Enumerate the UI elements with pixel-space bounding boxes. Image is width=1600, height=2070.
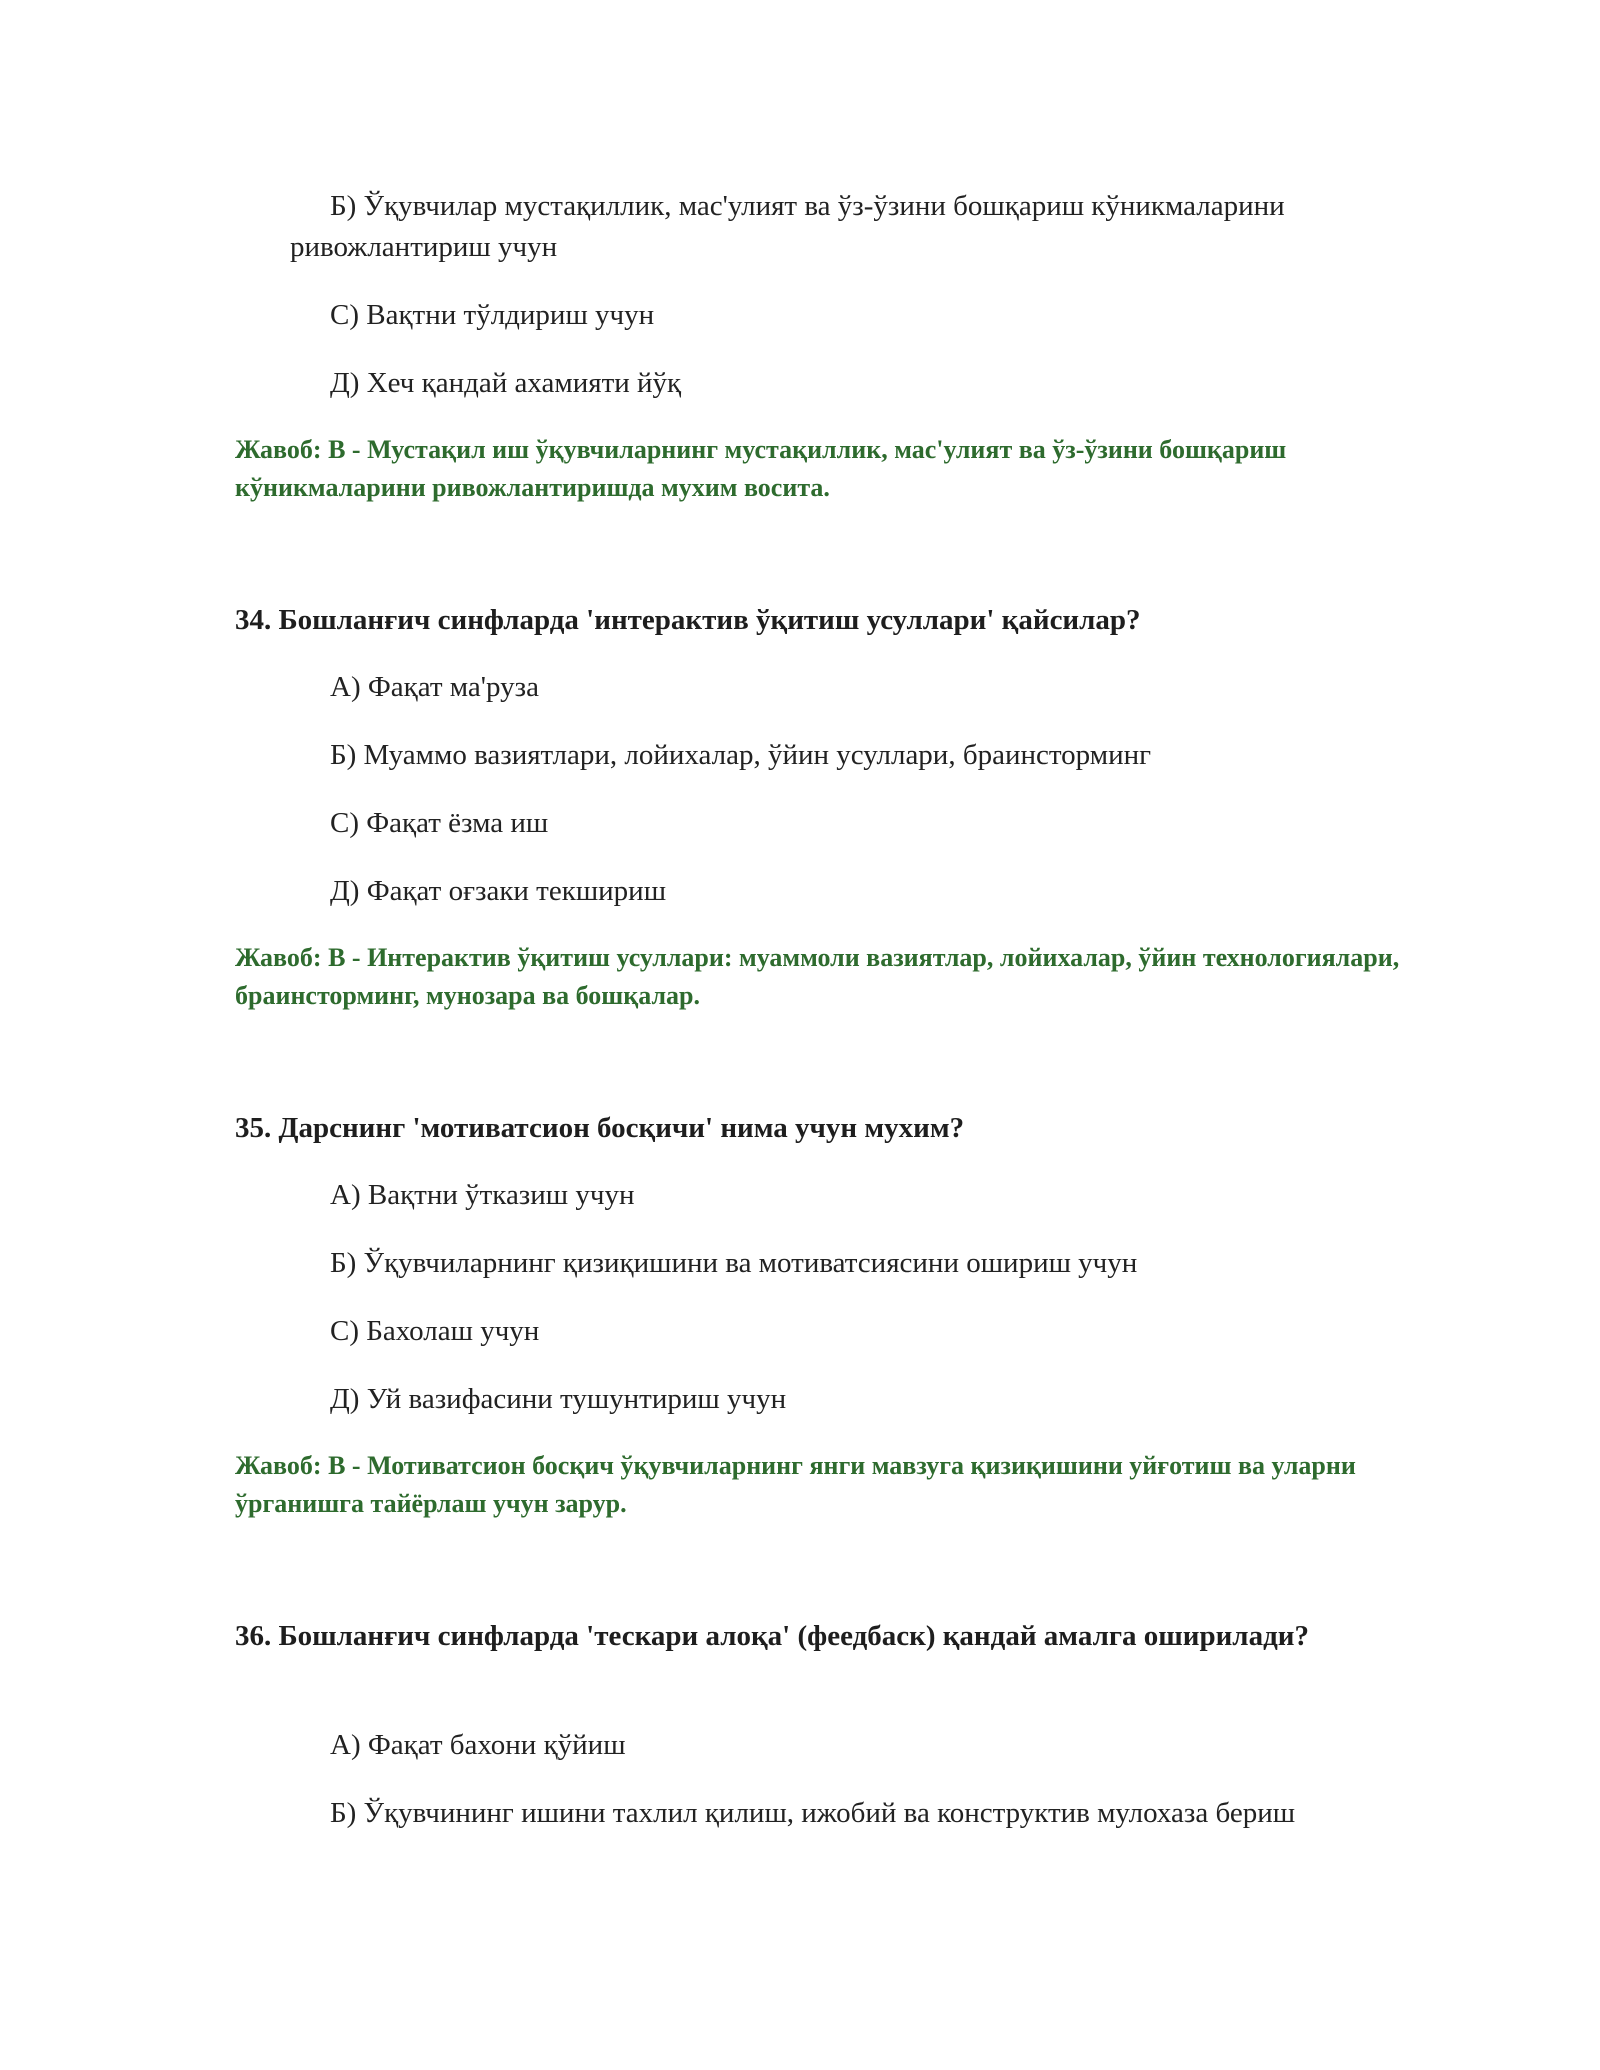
option-c: С) Бахолаш учун [330,1315,540,1347]
option-b: Б) Ўқувчилар мустақиллик, мас'улият ва ўз-ўзини бошқариш кўникмаларини ривожлантириш учун [290,190,1285,263]
option-b: Б) Муаммо вазиятлари, лойихалар, ўйин усуллари, браинсторминг [330,739,1152,771]
option-a: А) Вақтни ўтказиш учун [330,1179,635,1211]
option-a: А) Фақат бахони қўйиш [330,1729,626,1761]
answer-text: Жавоб: B - Интерактив ўқитиш усуллари: муаммоли вазиятлар, лойихалар, ўйин технологиялари, браинсторминг, мунозара ва бошқалар. [235,943,1400,1010]
question-title: 36. Бошланғич синфларда 'тескари алоқа' (феедбаск) қандай амалга оширилади? [235,1620,1309,1652]
question-title: 34. Бошланғич синфларда 'интерактив ўқитиш усуллари' қайсилар? [235,604,1141,636]
question-title: 35. Дарснинг 'мотиватсион босқичи' нима учун мухим? [235,1112,965,1144]
option-b: Б) Ўқувчининг ишини тахлил қилиш, ижобий ва конструктив мулохаза бериш [330,1797,1296,1829]
option-c: С) Фақат ёзма иш [330,807,549,839]
option-c: С) Вақтни тўлдириш учун [330,299,655,331]
answer-text: Жавоб: B - Мустақил иш ўқувчиларнинг мустақиллик, мас'улият ва ўз-ўзини бошқариш кўникмаларини ривожлантиришда мухим восита. [235,435,1287,502]
option-d: Д) Уй вазифасини тушунтириш учун [330,1383,787,1415]
option-d: Д) Хеч қандай ахамияти йўқ [330,367,682,399]
option-b: Б) Ўқувчиларнинг қизиқишини ва мотиватсиясини ошириш учун [330,1247,1138,1279]
option-d: Д) Фақат оғзаки текшириш [330,875,667,907]
option-a: А) Фақат ма'руза [330,671,539,703]
answer-text: Жавоб: B - Мотиватсион босқич ўқувчиларнинг янги мавзуга қизиқишини уйғотиш ва уларни ўрганишга тайёрлаш учун зарур. [235,1451,1356,1518]
